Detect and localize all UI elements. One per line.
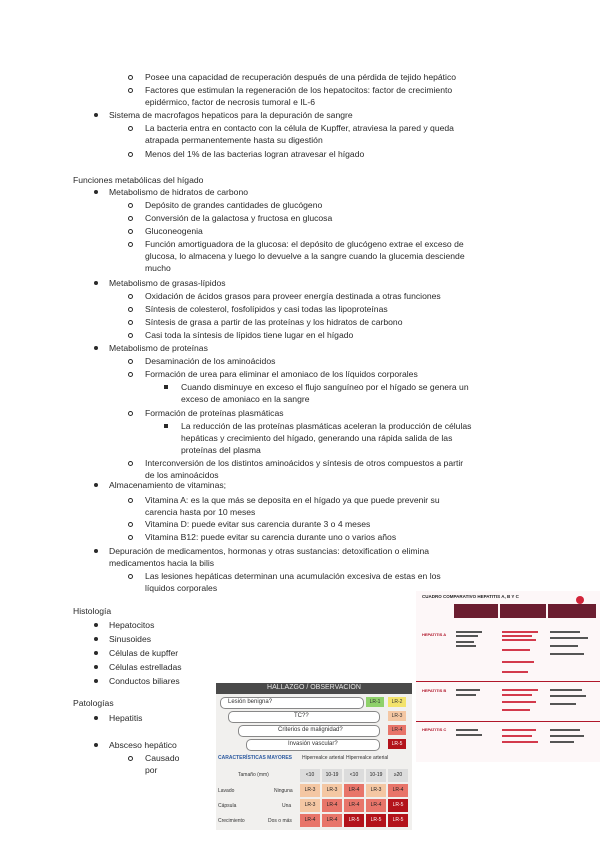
category-box: LR-1 <box>366 697 384 707</box>
text-line: Metabolismo de grasas-lípidos <box>109 278 226 288</box>
bullet-circle <box>128 756 133 761</box>
text-line: mucho <box>145 263 171 273</box>
bullet-square <box>164 424 168 428</box>
size-cell: 10-19 <box>366 769 386 782</box>
cell-text <box>550 729 580 731</box>
category-box: LR-2 <box>388 697 406 707</box>
text-line: Conversión de la galactosa y fructosa en glucosa <box>145 213 333 223</box>
text-line: Metabolismo de proteínas <box>109 343 208 353</box>
text-line: Posee una capacidad de recuperación después de una pérdida de tejido hepático <box>145 72 457 82</box>
cell-text <box>550 703 576 705</box>
divider <box>416 681 600 682</box>
text-line: Formación de urea para eliminar el amoniaco de los líquidos corporales <box>145 369 418 379</box>
bullet-disc <box>94 623 98 627</box>
cell-text <box>502 735 532 737</box>
cell-text <box>502 635 532 637</box>
grid-cell: LR-5 <box>344 814 364 827</box>
cell-text <box>502 649 530 651</box>
text-line: Menos del 1% de las bacterias logran atravesar el hígado <box>145 149 365 159</box>
grid-cell: LR-4 <box>366 799 386 812</box>
logo-icon <box>576 596 584 604</box>
bullet-disc <box>94 665 98 669</box>
bullet-circle <box>128 461 133 466</box>
cell-text <box>502 689 538 691</box>
row-label: HEPATITIS B <box>422 688 447 693</box>
row-label: Crecimiento <box>218 818 245 824</box>
list-item: Conductos biliares <box>109 676 180 686</box>
text-line: medicamentos hacia la bilis <box>109 558 215 568</box>
bullet-circle <box>128 498 133 503</box>
figure-header: HALLAZGO / OBSERVACIÓN <box>267 684 361 691</box>
table-left-heading: CARACTERÍSTICAS MAYORES <box>218 755 292 761</box>
bullet-circle <box>128 307 133 312</box>
bullet-disc <box>94 190 98 194</box>
text-line: Depuración de medicamentos, hormonas y otras sustancias: detoxification o elimina <box>109 546 430 556</box>
grid-cell: LR-4 <box>344 799 364 812</box>
text-line: Almacenamiento de vitaminas; <box>109 480 227 490</box>
divider <box>416 721 600 722</box>
text-line: Vitamina A: es la que más se deposita en el hígado ya que puede prevenir su <box>145 495 440 505</box>
bullet-circle <box>128 574 133 579</box>
grid-cell: LR-3 <box>300 799 320 812</box>
text-line: Función amortiguadora de la glucosa: el depósito de glucógeno extrae el exceso de <box>145 239 464 249</box>
size-cell: <10 <box>300 769 320 782</box>
cell-text <box>550 741 574 743</box>
bullet-circle <box>128 75 133 80</box>
text-line: La bacteria entra en contacto con la célula de Kupffer, atraviesa la pared y queda <box>145 123 454 133</box>
cell-text <box>550 631 580 633</box>
header-cell <box>548 604 596 618</box>
cell-text <box>502 639 536 641</box>
text-line: hepáticas y crecimiento del hígado, generando una rápida salida de las <box>181 433 453 443</box>
row-label: Lavado <box>218 788 235 794</box>
text-line: epidérmico, factor de necrosis tumoral e IL-6 <box>145 97 316 107</box>
row-label: Cápsula <box>218 803 237 809</box>
text-line: carencia hasta por 10 meses <box>145 507 256 517</box>
grid-cell: LR-4 <box>300 814 320 827</box>
list-item: Absceso hepático <box>109 740 177 750</box>
row-label: HEPATITIS A <box>422 632 447 637</box>
cell-text <box>456 694 476 696</box>
size-cell: 10-19 <box>322 769 342 782</box>
text-line: atrapada permanentemente hasta su digestión <box>145 135 323 145</box>
bullet-circle <box>128 411 133 416</box>
question-text: Criterios de malignidad? <box>278 727 343 733</box>
text-line: exceso de amoniaco en la sangre <box>181 394 310 404</box>
list-item: Células estrelladas <box>109 662 182 672</box>
grid-cell: LR-4 <box>344 784 364 797</box>
text-line: Sistema de macrofagos hepaticos para la depuración de sangre <box>109 110 353 120</box>
grid-cell: LR-3 <box>366 784 386 797</box>
row-count: Dos o más <box>268 818 292 824</box>
bullet-circle <box>128 320 133 325</box>
text-line: Oxidación de ácidos grasos para proveer energía destinada a otras funciones <box>145 291 441 301</box>
cell-text <box>456 734 482 736</box>
text-line: Gluconeogenia <box>145 226 203 236</box>
bullet-disc <box>94 113 98 117</box>
text-line: Metabolismo de hidratos de carbono <box>109 187 249 197</box>
figure-title: CUADRO COMPARATIVO HEPATITIS A, B Y C <box>422 594 519 599</box>
section-heading: Funciones metabólicas del hígado <box>73 175 204 185</box>
cell-text <box>456 729 478 731</box>
list-item: Hepatitis <box>109 713 143 723</box>
list-item: Hepatocitos <box>109 620 155 630</box>
text-line: Vitamina D: puede evitar sus carencia durante 3 o 4 meses <box>145 519 371 529</box>
text-line: Las lesiones hepáticas determinan una acumulación excesiva de estas en los <box>145 571 441 581</box>
bullet-circle <box>128 88 133 93</box>
liver-lesion-algorithm-figure <box>216 683 412 830</box>
cell-text <box>502 661 534 663</box>
text-line: Desaminación de los aminoácidos <box>145 356 276 366</box>
list-item: Células de kupffer <box>109 648 179 658</box>
text-line: La reducción de las proteínas plasmáticas aceleran la producción de células <box>181 421 472 431</box>
bullet-disc <box>94 483 98 487</box>
text-line: Formación de proteínas plasmáticas <box>145 408 284 418</box>
bullet-circle <box>128 333 133 338</box>
bullet-circle <box>128 535 133 540</box>
cell-text <box>502 671 528 673</box>
table-sub-heading: Hiperrealce arterial <box>302 755 345 761</box>
text-line: Factores que estimulan la regeneración de los hepatocitos: factor de crecimiento <box>145 85 453 95</box>
category-box: LR-5 <box>388 739 406 749</box>
text-line: proteínas del plasma <box>181 445 261 455</box>
bullet-circle <box>128 216 133 221</box>
bullet-disc <box>94 716 98 720</box>
cell-text <box>456 635 478 637</box>
bullet-disc <box>94 679 98 683</box>
category-box: LR-4 <box>388 725 406 735</box>
text-line: Casi toda la síntesis de lípidos tiene lugar en el hígado <box>145 330 354 340</box>
text-line: Causado <box>145 753 180 763</box>
bullet-circle <box>128 372 133 377</box>
category-box: LR-3 <box>388 711 406 721</box>
bullet-circle <box>128 126 133 131</box>
cell-text <box>502 729 536 731</box>
row-label: HEPATITIS C <box>422 727 447 732</box>
section-heading: Patologías <box>73 698 114 708</box>
text-line: glucosa, lo almacena y luego lo devuelve a la sangre cuando la glucemia desciende <box>145 251 465 261</box>
section-heading: Histología <box>73 606 112 616</box>
table-sub-heading: Hiperrealce arterial <box>346 755 389 761</box>
row-count: Una <box>282 803 292 809</box>
bullet-circle <box>128 229 133 234</box>
cell-text <box>456 645 476 647</box>
grid-cell: LR-3 <box>300 784 320 797</box>
grid-cell: LR-5 <box>366 814 386 827</box>
cell-text <box>550 653 584 655</box>
bullet-square <box>164 385 168 389</box>
cell-text <box>550 689 582 691</box>
cell-text <box>456 631 482 633</box>
cell-text <box>456 689 480 691</box>
bullet-disc <box>94 637 98 641</box>
question-text: Invasión vascular? <box>288 741 338 747</box>
cell-text <box>550 735 584 737</box>
bullet-circle <box>128 359 133 364</box>
cell-text <box>502 631 538 633</box>
cell-text <box>456 641 474 643</box>
hepatitis-comparison-figure <box>416 591 600 762</box>
bullet-circle <box>128 522 133 527</box>
grid-cell: LR-5 <box>388 799 408 812</box>
row-count: Ninguna <box>274 788 293 794</box>
cell-text <box>502 694 532 696</box>
grid-cell: LR-4 <box>322 814 342 827</box>
bullet-circle <box>128 242 133 247</box>
bullet-circle <box>128 294 133 299</box>
text-line: líquidos corporales <box>145 583 218 593</box>
bullet-circle <box>128 203 133 208</box>
text-line: Síntesis de grasa a partir de las proteínas y los hidratos de carbono <box>145 317 403 327</box>
text-line: Vitamina B12: puede evitar su carencia durante uno o varios años <box>145 532 397 542</box>
grid-cell: LR-4 <box>388 784 408 797</box>
cell-text <box>502 741 538 743</box>
grid-cell: LR-4 <box>322 799 342 812</box>
cell-text <box>550 637 588 639</box>
question-text: Lesión benigna? <box>228 699 273 705</box>
text-line: Cuando disminuye en exceso el flujo sanguíneo por el hígado se genera un <box>181 382 469 392</box>
size-cell: <10 <box>344 769 364 782</box>
header-cell <box>500 604 546 618</box>
grid-cell: LR-5 <box>388 814 408 827</box>
cell-text <box>502 709 530 711</box>
cell-text <box>550 695 586 697</box>
text-line: Síntesis de colesterol, fosfolípidos y casi todas las lipoproteínas <box>145 304 388 314</box>
bullet-disc <box>94 743 98 747</box>
size-cell: ≥20 <box>388 769 408 782</box>
header-cell <box>454 604 498 618</box>
text-line: por <box>145 765 158 775</box>
text-line: de los aminoácidos <box>145 470 219 480</box>
list-item: Sinusoides <box>109 634 152 644</box>
size-label: Tamaño (mm) <box>238 772 269 778</box>
cell-text <box>550 645 578 647</box>
bullet-circle <box>128 152 133 157</box>
bullet-disc <box>94 651 98 655</box>
bullet-disc <box>94 346 98 350</box>
bullet-disc <box>94 281 98 285</box>
question-text: TC?? <box>294 713 309 719</box>
text-line: Interconversión de los distintos aminoácidos y síntesis de otros compuestos a partir <box>145 458 464 468</box>
bullet-disc <box>94 549 98 553</box>
text-line: Depósito de grandes cantidades de glucógeno <box>145 200 323 210</box>
grid-cell: LR-3 <box>322 784 342 797</box>
cell-text <box>502 701 536 703</box>
